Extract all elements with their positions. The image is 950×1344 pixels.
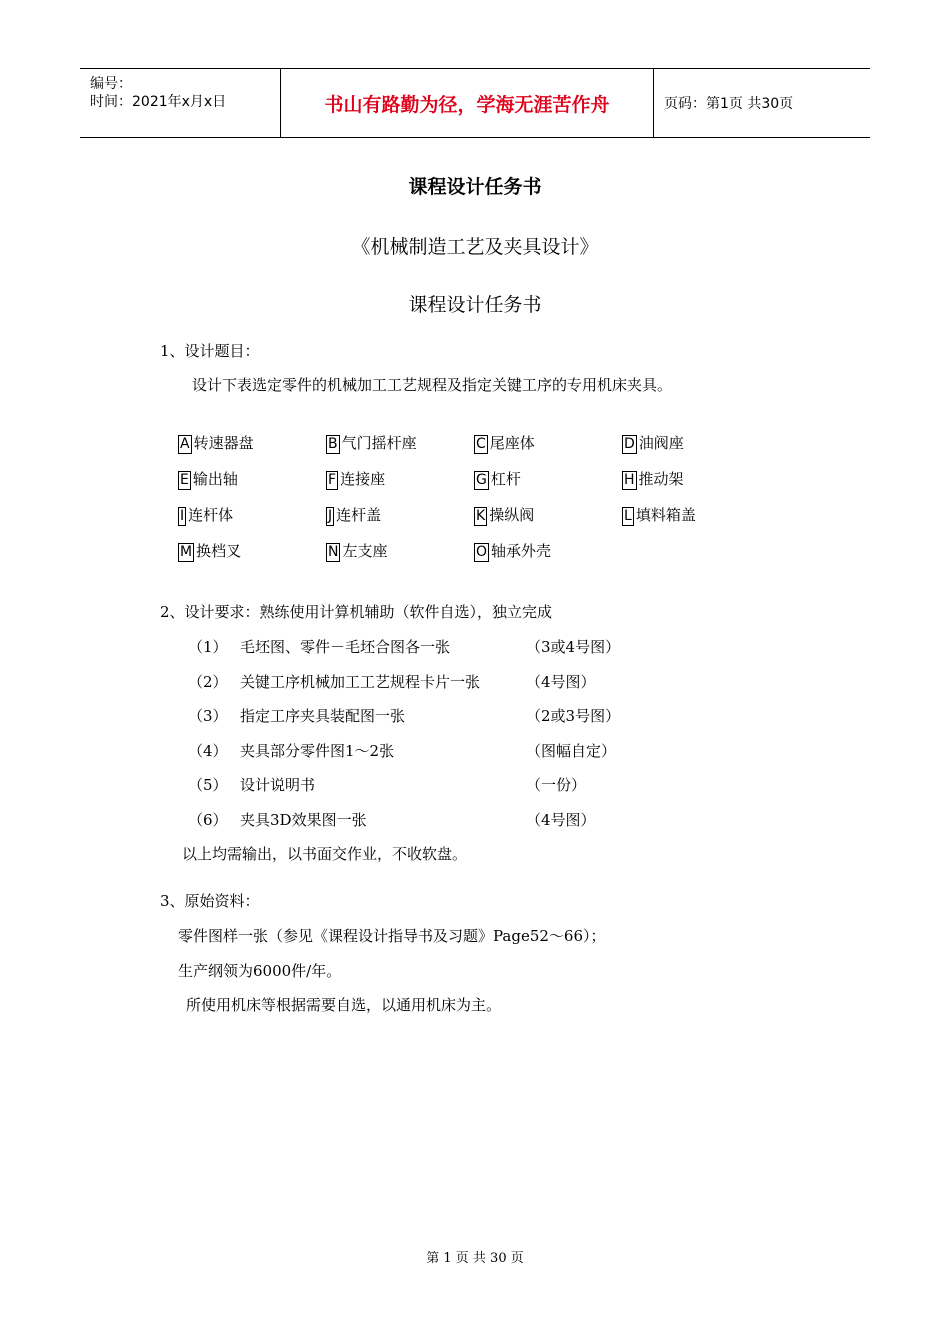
requirement-format: （3或4号图） (526, 638, 621, 656)
part-letter: F (328, 472, 337, 488)
part-name: 气门摇杆座 (341, 434, 417, 452)
part-letter: L (624, 508, 632, 524)
part-name: 填料箱盖 (635, 506, 696, 524)
requirement-number: （6） (188, 811, 228, 829)
part-item (178, 540, 241, 562)
section1-intro: 设计下表选定零件的机械加工工艺规程及指定关键工序的专用机床夹具。 (192, 376, 673, 394)
part-letter: H (624, 472, 635, 488)
part-letter: B (328, 436, 338, 452)
requirement-format: （图幅自定） (526, 742, 617, 760)
part-name: 左支座 (342, 542, 388, 560)
requirement-format: （2或3号图） (526, 707, 621, 725)
part-name: 尾座体 (489, 434, 535, 452)
motto: 书山有路勤为径，学海无涯苦作舟 (324, 93, 610, 116)
number-label: 编号： (90, 76, 132, 92)
requirement-text: 指定工序夹具装配图一张 (240, 707, 406, 725)
section2-note: 以上均需输出，以书面交作业，不收软盘。 (182, 845, 468, 863)
part-item (326, 432, 417, 454)
page-footer: 第 1 页 共 30 页 (426, 1251, 524, 1266)
part-letter: M (180, 544, 193, 560)
main-title: 课程设计任务书 (408, 176, 542, 198)
requirement-format: （4号图） (526, 673, 596, 691)
requirement-number: （2） (188, 673, 228, 691)
section3-heading: 3、原始资料： (160, 892, 260, 910)
section2-heading: 2、设计要求：熟练使用计算机辅助（软件自选），独立完成 (160, 603, 553, 621)
requirement-text: 关键工序机械加工工艺规程卡片一张 (240, 673, 481, 691)
requirement-number: （4） (188, 742, 228, 760)
part-name: 连杆盖 (336, 506, 382, 524)
part-item (326, 504, 381, 526)
requirement-number: （1） (188, 638, 228, 656)
time-label: 时间：2021年x月x日 (90, 94, 227, 110)
requirement-text: 设计说明书 (240, 776, 316, 794)
part-item (622, 504, 696, 526)
part-item (178, 468, 238, 490)
part-letter: A (180, 436, 190, 452)
part-item (622, 432, 684, 454)
part-name: 换档叉 (196, 542, 242, 560)
part-letter: C (476, 436, 486, 452)
page-code: 页码：第1页 共30页 (664, 96, 794, 112)
requirement-text: 夹具部分零件图1～2张 (240, 742, 395, 760)
part-letter: K (476, 508, 486, 524)
part-name: 连接座 (340, 470, 386, 488)
requirement-text: 毛坯图、零件－毛坯合图各一张 (240, 638, 451, 656)
part-letter: O (476, 544, 488, 560)
page-header (80, 68, 870, 138)
part-letter: E (180, 472, 189, 488)
part-letter: J (328, 508, 333, 524)
part-item (178, 504, 233, 526)
part-name: 操纵阀 (489, 506, 535, 524)
part-letter: N (328, 544, 339, 560)
part-item (326, 468, 385, 490)
source-line: 所使用机床等根据需要自选，以通用机床为主。 (186, 996, 502, 1014)
part-name: 连杆体 (188, 506, 234, 524)
sub-title: 课程设计任务书 (408, 294, 542, 316)
header-left-cell (80, 69, 281, 137)
header-page-cell (654, 69, 870, 137)
part-item (474, 504, 534, 526)
part-item (474, 540, 551, 562)
part-name: 输出轴 (192, 470, 238, 488)
requirement-format: （4号图） (526, 811, 596, 829)
part-item (326, 540, 388, 562)
part-letter: G (476, 472, 487, 488)
requirement-number: （3） (188, 707, 228, 725)
part-name: 推动架 (638, 470, 684, 488)
part-name: 油阀座 (638, 434, 684, 452)
source-line: 零件图样一张（参见《课程设计指导书及习题》Page52～66）； (178, 927, 606, 945)
part-name: 杠杆 (490, 470, 521, 488)
course-title: 《机械制造工艺及夹具设计》 (351, 236, 599, 258)
part-item (178, 432, 254, 454)
part-letter: I (180, 508, 185, 524)
section1-heading: 1、设计题目： (160, 342, 260, 360)
part-item (622, 468, 684, 490)
requirement-number: （5） (188, 776, 228, 794)
requirement-format: （一份） (526, 776, 587, 794)
part-name: 轴承外壳 (491, 542, 552, 560)
part-item (474, 468, 521, 490)
part-name: 转速器盘 (193, 434, 254, 452)
requirement-text: 夹具3D效果图一张 (240, 811, 367, 829)
source-line: 生产纲领为6000件/年。 (178, 962, 342, 980)
part-item (474, 432, 535, 454)
header-motto-cell (281, 69, 654, 137)
part-letter: D (624, 436, 635, 452)
